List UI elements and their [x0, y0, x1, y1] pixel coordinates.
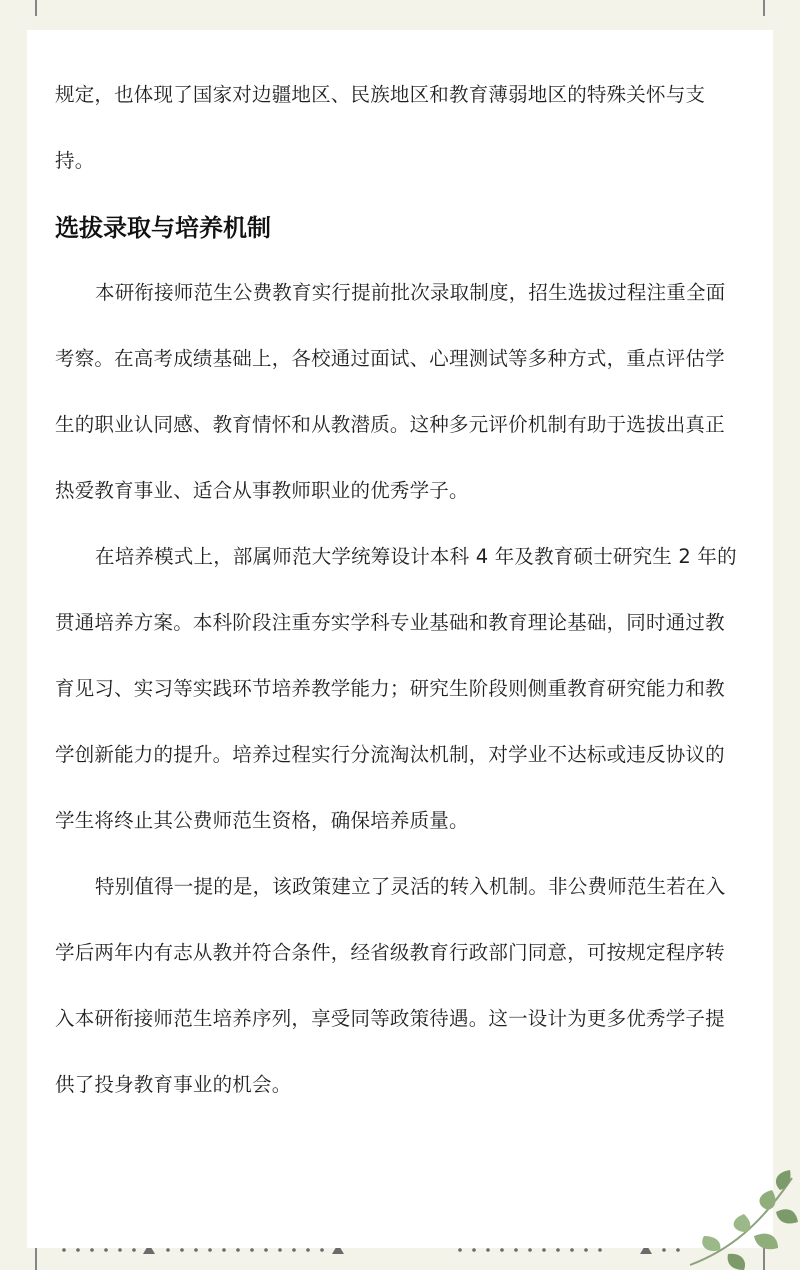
text-line: 考察。在高考成绩基础上，各校通过面试、心理测试等多种方式，重点评估学: [55, 347, 725, 370]
leaf-sprig-decoration: [680, 1170, 800, 1270]
text-line: 入本研衔接师范生培养序列，享受同等政策待遇。这一设计为更多优秀学子提: [55, 1007, 725, 1030]
text-line: 在培养模式上，部属师范大学统筹设计本科 4 年及教育硕士研究生 2 年的: [95, 545, 737, 568]
paragraph-admission: [55, 260, 745, 524]
text-line: 特别值得一提的是，该政策建立了灵活的转入机制。非公费师范生若在入: [95, 875, 726, 898]
paragraph-continued: [55, 62, 745, 194]
text-line: 学创新能力的提升。培养过程实行分流淘汰机制，对学业不达标或违反协议的: [55, 743, 725, 766]
text-line: 育见习、实习等实践环节培养教学能力；研究生阶段则侧重教育研究能力和教: [55, 677, 725, 700]
text-line: 供了投身教育事业的机会。: [55, 1073, 292, 1096]
text-line: 规定，也体现了国家对边疆地区、民族地区和教育薄弱地区的特殊关怀与支: [55, 83, 706, 106]
text-line: 学生将终止其公费师范生资格，确保培养质量。: [55, 809, 469, 832]
text-line: 生的职业认同感、教育情怀和从教潜质。这种多元评价机制有助于选拔出真正: [55, 413, 725, 436]
paragraph-transfer-mechanism: [55, 854, 745, 1118]
paragraph-training-model: [55, 524, 745, 854]
text-line: 学后两年内有志从教并符合条件，经省级教育行政部门同意，可按规定程序转: [55, 941, 725, 964]
article-body: [55, 62, 745, 1118]
text-line: 持。: [55, 149, 95, 172]
text-line: 本研衔接师范生公费教育实行提前批次录取制度，招生选拔过程注重全面: [95, 281, 726, 304]
section-heading: 选拔录取与培养机制: [55, 214, 271, 242]
text-line: 贯通培养方案。本科阶段注重夯实学科专业基础和教育理论基础，同时通过教: [55, 611, 725, 634]
text-line: 热爱教育事业、适合从事教师职业的优秀学子。: [55, 479, 469, 502]
